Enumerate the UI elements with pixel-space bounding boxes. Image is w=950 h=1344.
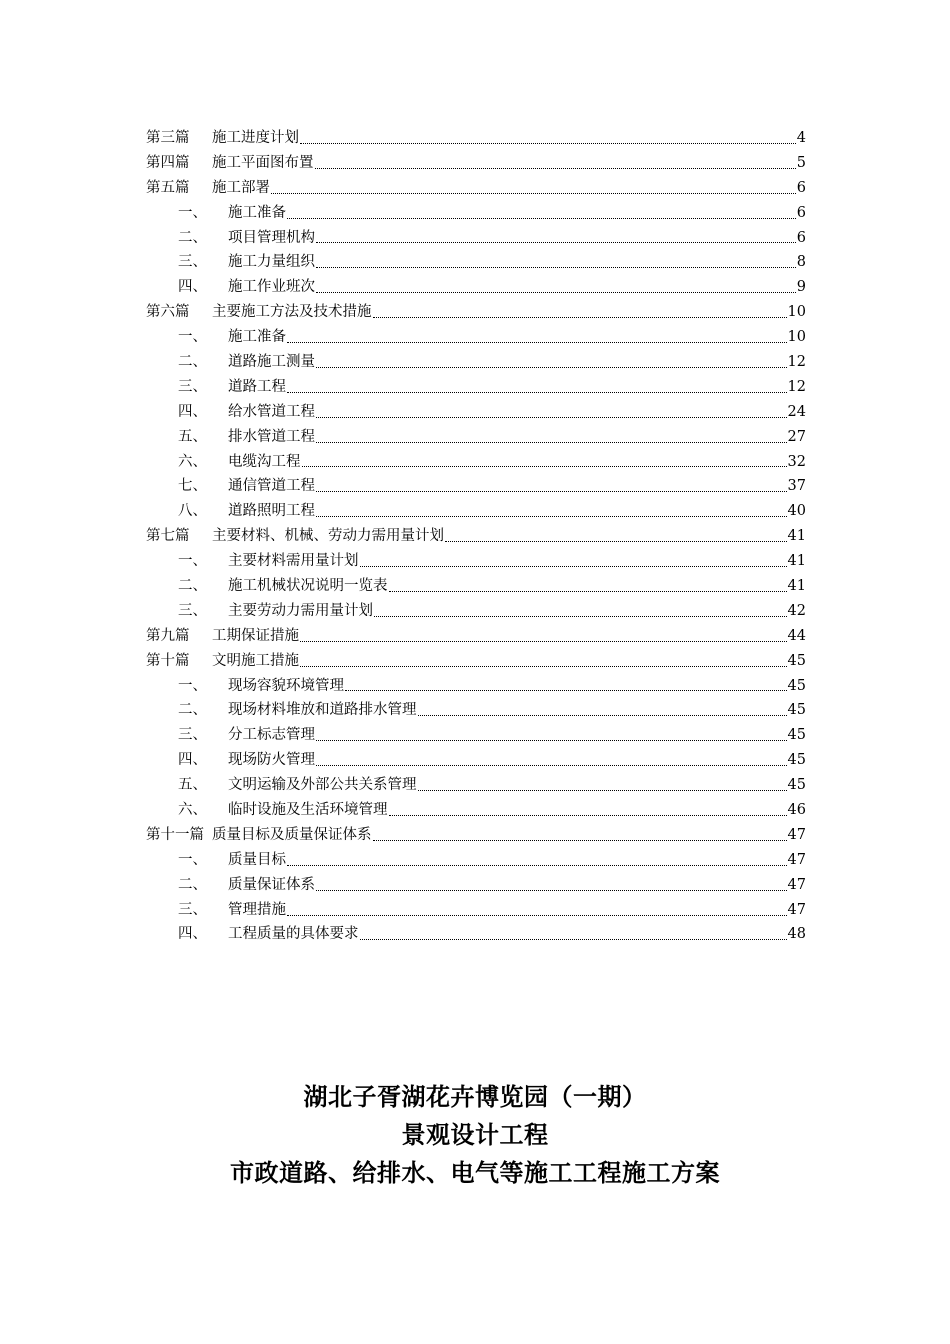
toc-entry-title: 施工作业班次	[228, 279, 315, 296]
toc-entry-title: 现场材料堆放和道路排水管理	[228, 702, 417, 719]
toc-entry-number: 二、	[178, 354, 207, 370]
toc-entry[interactable]	[146, 350, 806, 375]
toc-entry[interactable]	[146, 848, 806, 873]
toc-entry-page: 41	[787, 553, 806, 570]
toc-entry-title: 主要施工方法及技术措施	[212, 304, 372, 321]
toc-entry-number: 三、	[178, 901, 207, 918]
toc-dot-leader	[316, 367, 787, 368]
toc-entry-number: 八、	[178, 503, 207, 520]
toc-dot-leader	[345, 690, 787, 691]
toc-entry[interactable]	[146, 400, 806, 425]
toc-entry-page: 12	[787, 378, 806, 395]
toc-entry[interactable]	[146, 325, 806, 350]
toc-dot-leader	[316, 890, 787, 891]
toc-entry-title: 文明施工措施	[212, 652, 299, 669]
toc-entry-title: 通信管道工程	[228, 478, 315, 495]
toc-entry-title: 现场容貌环境管理	[228, 677, 344, 694]
toc-dot-leader	[316, 292, 796, 293]
toc-entry-title: 质量目标及质量保证体系	[212, 826, 372, 843]
toc-entry-number: 六、	[178, 802, 207, 819]
toc-entry[interactable]	[146, 773, 806, 798]
toc-entry-number: 四、	[178, 926, 207, 943]
toc-entry[interactable]	[146, 375, 806, 400]
toc-entry-title: 分工标志管理	[228, 727, 315, 744]
toc-entry-title: 施工平面图布置	[212, 154, 314, 171]
toc-entry[interactable]	[146, 698, 806, 723]
toc-entry-title: 工期保证措施	[212, 627, 299, 644]
toc-entry-number: 四、	[178, 403, 207, 420]
document-title-line-1: 湖北子胥湖花卉博览园（一期）	[303, 1082, 647, 1111]
toc-dot-leader	[316, 417, 787, 418]
toc-entry-page: 32	[787, 453, 806, 470]
toc-entry[interactable]	[146, 649, 806, 674]
toc-entry-title: 现场防火管理	[228, 752, 315, 769]
toc-dot-leader	[316, 740, 787, 741]
toc-entry-number: 第三篇	[146, 129, 190, 146]
toc-entry[interactable]	[146, 823, 806, 848]
toc-entry-page: 45	[787, 727, 806, 744]
toc-entry-page: 27	[787, 428, 806, 445]
toc-entry-title: 质量保证体系	[228, 876, 315, 893]
toc-entry[interactable]	[146, 450, 806, 475]
toc-entry[interactable]	[146, 201, 806, 226]
toc-dot-leader	[287, 342, 787, 343]
document-title-line-3: 市政道路、给排水、电气等施工工程施工方案	[230, 1158, 720, 1187]
toc-entry[interactable]	[146, 226, 806, 251]
toc-entry-title: 工程质量的具体要求	[228, 926, 359, 943]
toc-entry-title: 主要劳动力需用量计划	[228, 602, 373, 619]
toc-dot-leader	[287, 915, 787, 916]
toc-entry-page: 8	[796, 254, 806, 271]
toc-dot-leader	[316, 442, 787, 443]
toc-entry[interactable]	[146, 549, 806, 574]
toc-entry-page: 37	[787, 478, 806, 495]
toc-entry-title: 主要材料、机械、劳动力需用量计划	[212, 528, 444, 545]
toc-dot-leader	[360, 566, 787, 567]
toc-dot-leader	[287, 392, 787, 393]
toc-dot-leader	[418, 715, 787, 716]
toc-dot-leader	[316, 491, 787, 492]
toc-dot-leader	[373, 840, 787, 841]
toc-dot-leader	[315, 168, 796, 169]
toc-entry-page: 6	[796, 229, 806, 246]
toc-entry-number: 五、	[178, 428, 207, 445]
toc-dot-leader	[271, 193, 796, 194]
toc-dot-leader	[445, 541, 787, 542]
toc-dot-leader	[316, 267, 796, 268]
toc-entry-page: 45	[787, 752, 806, 769]
toc-dot-leader	[300, 143, 796, 144]
toc-entry-number: 三、	[178, 602, 207, 619]
toc-entry[interactable]	[146, 599, 806, 624]
toc-entry-number: 一、	[178, 851, 207, 868]
toc-entry-page: 9	[796, 279, 806, 296]
toc-entry-title: 管理措施	[228, 901, 286, 918]
toc-dot-leader	[316, 516, 787, 517]
toc-entry-number: 第四篇	[146, 154, 190, 171]
toc-dot-leader	[373, 317, 787, 318]
toc-entry[interactable]	[146, 798, 806, 823]
toc-entry-number: 三、	[178, 727, 207, 744]
toc-entry-page: 10	[787, 304, 806, 321]
toc-dot-leader	[287, 218, 796, 219]
toc-dot-leader	[360, 939, 787, 940]
toc-entry-page: 45	[787, 702, 806, 719]
document-title-line-2: 景观设计工程	[401, 1120, 549, 1149]
toc-entry-number: 四、	[178, 279, 207, 296]
toc-entry-number: 第十篇	[146, 652, 190, 669]
toc-entry-page: 41	[787, 578, 806, 595]
toc-entry-number: 二、	[178, 229, 207, 246]
toc-entry-page: 46	[787, 802, 806, 819]
toc-entry-number: 三、	[178, 254, 207, 271]
toc-entry-number: 五、	[178, 777, 207, 794]
toc-dot-leader	[302, 466, 787, 467]
toc-entry[interactable]	[146, 176, 806, 201]
toc-entry-page: 47	[787, 901, 806, 918]
toc-entry-number: 一、	[178, 204, 207, 221]
toc-entry-title: 项目管理机构	[228, 229, 315, 246]
toc-entry-page: 6	[796, 204, 806, 221]
toc-entry-number: 第十一篇	[146, 826, 204, 843]
toc-entry-number: 第五篇	[146, 179, 190, 196]
toc-entry-title: 施工机械状况说明一览表	[228, 578, 388, 595]
toc-dot-leader	[374, 616, 787, 617]
toc-entry-number: 一、	[178, 329, 207, 346]
toc-entry[interactable]	[146, 574, 806, 599]
toc-entry-title: 施工进度计划	[212, 129, 299, 146]
toc-entry-number: 二、	[178, 876, 207, 893]
toc-entry-title: 给水管道工程	[228, 403, 315, 420]
toc-entry-title: 文明运输及外部公共关系管理	[228, 777, 417, 794]
toc-entry-page: 4	[796, 129, 806, 146]
toc-entry-page: 45	[787, 677, 806, 694]
toc-dot-leader	[300, 641, 787, 642]
document-title-block	[0, 1078, 950, 1192]
toc-entry-title: 道路照明工程	[228, 503, 315, 520]
toc-entry[interactable]	[146, 250, 806, 275]
toc-entry-number: 第六篇	[146, 304, 190, 321]
toc-entry-page: 47	[787, 876, 806, 893]
toc-entry-title: 施工准备	[228, 204, 286, 221]
toc-entry-page: 5	[796, 154, 806, 171]
toc-dot-leader	[418, 790, 787, 791]
toc-entry-number: 六、	[178, 453, 207, 470]
toc-entry-number: 第七篇	[146, 528, 190, 545]
toc-dot-leader	[389, 815, 787, 816]
toc-entry-number: 二、	[178, 578, 207, 595]
toc-entry[interactable]	[146, 748, 806, 773]
toc-entry-page: 47	[787, 826, 806, 843]
toc-entry-number: 一、	[178, 553, 207, 570]
toc-entry-number: 七、	[178, 478, 207, 495]
toc-entry[interactable]	[146, 723, 806, 748]
toc-entry[interactable]	[146, 151, 806, 176]
toc-entry-page: 42	[787, 602, 806, 619]
toc-entry-title: 施工准备	[228, 329, 286, 346]
toc-entry[interactable]	[146, 300, 806, 325]
toc-entry-number: 第九篇	[146, 627, 190, 644]
toc-entry-page: 44	[787, 627, 806, 644]
toc-entry-number: 三、	[178, 378, 207, 395]
toc-entry[interactable]	[146, 275, 806, 300]
toc-entry-title: 施工力量组织	[228, 254, 315, 271]
toc-entry-page: 45	[787, 777, 806, 794]
toc-entry-title: 施工部署	[212, 179, 270, 196]
toc-entry-page: 10	[787, 329, 806, 346]
toc-entry-title: 排水管道工程	[228, 428, 315, 445]
table-of-contents	[146, 126, 806, 947]
toc-dot-leader	[389, 591, 787, 592]
toc-entry-title: 临时设施及生活环境管理	[228, 802, 388, 819]
toc-dot-leader	[300, 666, 787, 667]
toc-entry-number: 二、	[178, 702, 207, 719]
toc-entry-title: 道路工程	[228, 378, 286, 395]
toc-entry[interactable]	[146, 624, 806, 649]
toc-entry[interactable]	[146, 873, 806, 898]
toc-dot-leader	[316, 765, 787, 766]
toc-entry-page: 24	[787, 403, 806, 420]
toc-entry[interactable]	[146, 524, 806, 549]
toc-entry[interactable]	[146, 923, 806, 948]
toc-entry-page: 48	[787, 926, 806, 943]
toc-entry-number: 四、	[178, 752, 207, 769]
toc-entry[interactable]	[146, 898, 806, 923]
toc-entry[interactable]	[146, 474, 806, 499]
toc-entry-page: 41	[787, 528, 806, 545]
toc-entry-page: 6	[796, 179, 806, 196]
toc-entry-title: 主要材料需用量计划	[228, 553, 359, 570]
toc-entry-title: 质量目标	[228, 851, 286, 868]
toc-entry-title: 道路施工测量	[228, 354, 315, 370]
toc-dot-leader	[287, 865, 787, 866]
toc-entry-number: 一、	[178, 677, 207, 694]
toc-entry[interactable]	[146, 499, 806, 524]
toc-entry-page: 40	[787, 503, 806, 520]
toc-entry[interactable]	[146, 126, 806, 151]
toc-dot-leader	[316, 242, 796, 243]
toc-entry[interactable]	[146, 425, 806, 450]
toc-entry-page: 47	[787, 851, 806, 868]
toc-entry-title: 电缆沟工程	[228, 453, 301, 470]
toc-entry[interactable]	[146, 674, 806, 699]
toc-entry-page: 12	[787, 354, 806, 370]
toc-entry-page: 45	[787, 652, 806, 669]
